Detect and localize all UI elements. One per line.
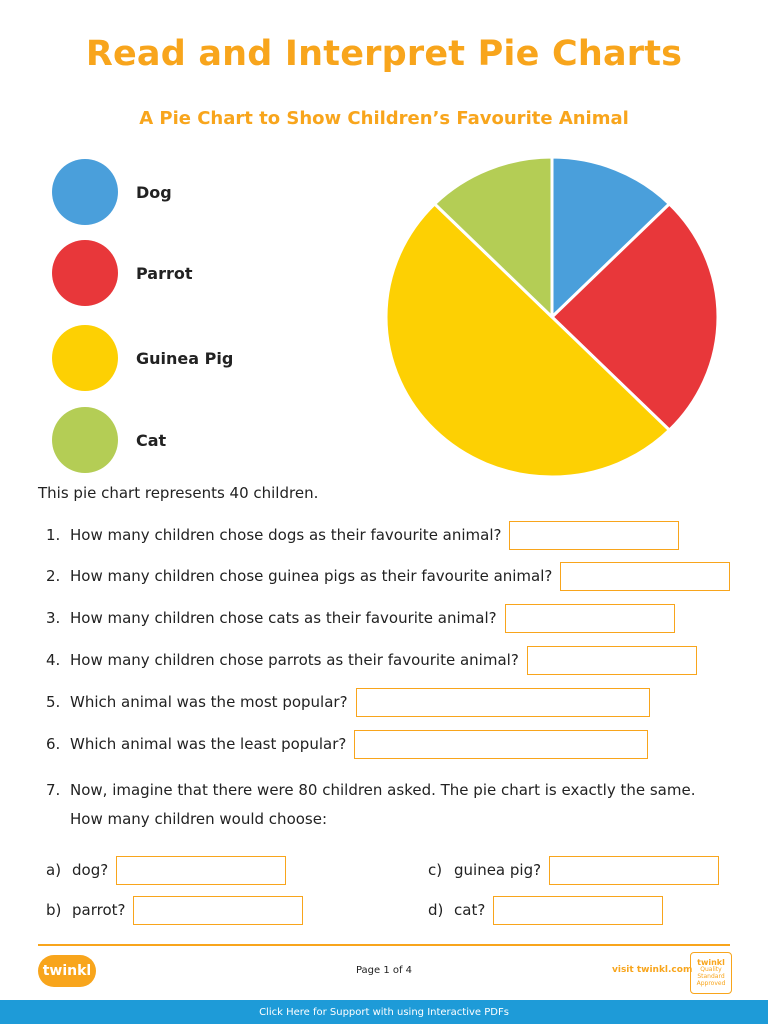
pie-chart: [384, 156, 720, 478]
page-number: Page 1 of 4: [355, 965, 413, 976]
legend-item-parrot: [52, 240, 193, 306]
legend-label-cat: Cat: [136, 430, 167, 450]
legend-swatch-dog: [52, 159, 118, 225]
subquestion-text: dog?: [72, 861, 109, 879]
badge-line-1: Quality Standard: [697, 966, 725, 980]
question-number: 1.: [46, 526, 61, 544]
question-4: [46, 645, 697, 675]
subquestion-letter: c): [428, 861, 443, 879]
answer-field-5[interactable]: [356, 688, 650, 717]
question-number: 7.: [46, 781, 61, 799]
legend-item-cat: [52, 407, 166, 473]
subquestion-text: parrot?: [72, 901, 126, 919]
answer-field-7d[interactable]: [493, 896, 663, 925]
answer-field-7c[interactable]: [549, 856, 719, 885]
question-text: How many children chose parrots as their favourite animal?: [70, 651, 519, 669]
question-5: [46, 687, 650, 717]
question-text: How many children chose guinea pigs as their favourite animal?: [70, 567, 553, 585]
answer-field-4[interactable]: [527, 646, 697, 675]
subquestion-b: [46, 895, 303, 925]
question-6: [46, 729, 648, 759]
subquestion-letter: b): [46, 901, 62, 919]
subquestion-c: [428, 855, 719, 885]
legend-swatch-cat: [52, 407, 118, 473]
subquestion-text: guinea pig?: [454, 861, 542, 879]
answer-field-6[interactable]: [354, 730, 648, 759]
legend-label-parrot: Parrot: [136, 263, 193, 283]
question-text: Now, imagine that there were 80 children asked. The pie chart is exactly the same. How many children would choose:: [70, 781, 696, 828]
question-7: [46, 776, 726, 834]
legend-label-guinea-pig: Guinea Pig: [136, 348, 234, 368]
pie-chart-svg: [384, 156, 720, 478]
badge-brand: twinkl: [697, 958, 725, 967]
visit-link[interactable]: visit twinkl.com: [612, 965, 693, 975]
legend-item-guinea-pig: [52, 325, 233, 391]
question-number: 2.: [46, 567, 61, 585]
subquestion-text: cat?: [454, 901, 486, 919]
legend-swatch-guinea-pig: [52, 325, 118, 391]
quality-badge: [690, 952, 732, 994]
subquestion-letter: d): [428, 901, 444, 919]
answer-field-2[interactable]: [560, 562, 730, 591]
legend-item-dog: [52, 159, 172, 225]
chart-title: A Pie Chart to Show Children’s Favourite Animal: [139, 108, 629, 129]
question-number: 6.: [46, 735, 61, 753]
answer-field-7a[interactable]: [116, 856, 286, 885]
question-1: [46, 520, 679, 550]
page-title: Read and Interpret Pie Charts: [85, 34, 683, 74]
question-text: How many children chose cats as their favourite animal?: [70, 609, 497, 627]
question-number: 4.: [46, 651, 61, 669]
support-link-bar[interactable]: Click Here for Support with using Interactive PDFs: [0, 1000, 768, 1024]
subquestion-a: [46, 855, 286, 885]
twinkl-logo[interactable]: twinkl: [38, 955, 96, 987]
question-number: 3.: [46, 609, 61, 627]
question-3: [46, 603, 675, 633]
question-number: 5.: [46, 693, 61, 711]
subquestion-d: [428, 895, 663, 925]
question-text: Which animal was the most popular?: [70, 693, 348, 711]
subquestion-letter: a): [46, 861, 62, 879]
legend-swatch-parrot: [52, 240, 118, 306]
answer-field-1[interactable]: [509, 521, 679, 550]
answer-field-7b[interactable]: [133, 896, 303, 925]
legend-label-dog: Dog: [136, 182, 172, 202]
badge-line-2: Approved: [696, 980, 726, 987]
question-text: Which animal was the least popular?: [70, 735, 347, 753]
footer-divider: [38, 944, 730, 946]
answer-field-3[interactable]: [505, 604, 675, 633]
intro-text: This pie chart represents 40 children.: [38, 484, 319, 502]
question-text: How many children chose dogs as their favourite animal?: [70, 526, 502, 544]
question-2: [46, 561, 730, 591]
